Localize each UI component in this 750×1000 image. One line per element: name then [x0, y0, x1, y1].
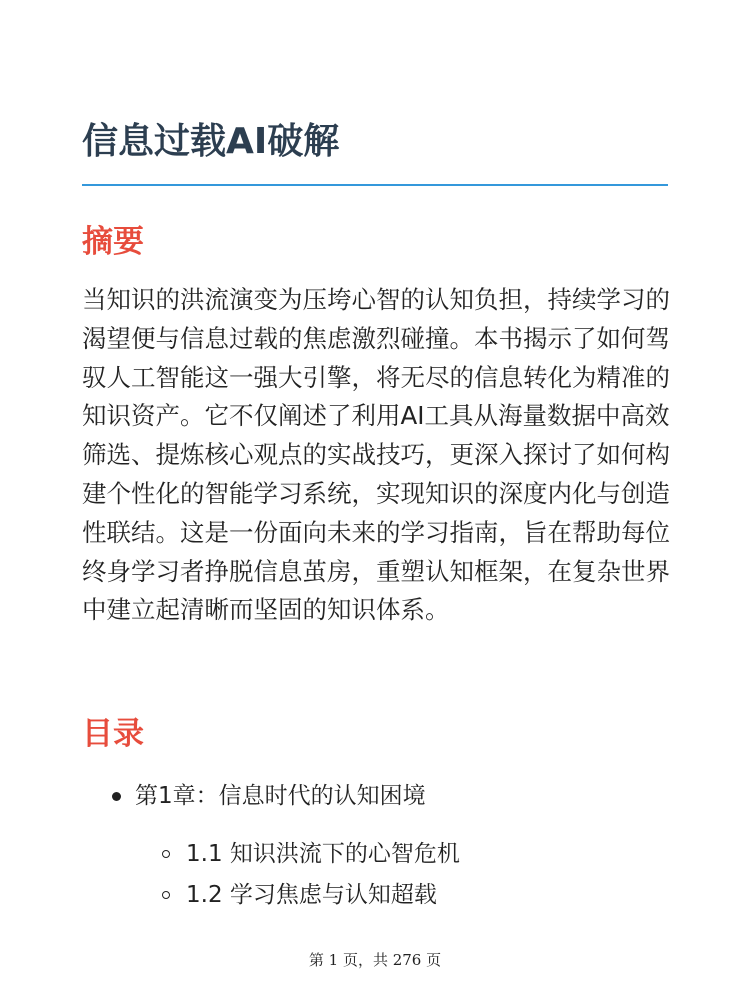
toc-chapter-label: 第1章：信息时代的认知困境: [135, 783, 426, 809]
abstract-paragraph: 当知识的洪流演变为压垮心智的认知负担，持续学习的渴望便与信息过载的焦虑激烈碰撞。本书揭示了如何驾驭人工智能这一强大引擎，将无尽的信息转化为精准的知识资产。它不仅阐述了利用AI工具从海量数据中高效筛选、提炼核心观点的实战技巧，更深入探讨了如何构建个性化的智能学习系统，实现知识的深度内化与创造性联结。这是一份面向未来的学习指南，旨在帮助每位终身学习者挣脱信息茧房，重塑认知框架，在复杂世界中建立起清晰而坚固的知识体系。: [82, 285, 670, 625]
bullet-disc-icon: [112, 792, 121, 801]
bullet-circle-icon: [162, 891, 170, 899]
toc-chapter-1[interactable]: [112, 778, 426, 814]
page-number-footer: 第 1 页，共 276 页: [308, 951, 442, 969]
bullet-circle-icon: [162, 850, 170, 858]
abstract-heading: 摘要: [82, 224, 144, 260]
toc-section-label: 1.1 知识洪流下的心智危机: [186, 841, 460, 867]
toc-heading: 目录: [82, 716, 144, 752]
toc-section-1-1[interactable]: [162, 836, 460, 872]
toc-section-1-2[interactable]: [162, 877, 437, 913]
title-divider: [82, 184, 668, 186]
document-title: 信息过载AI破解: [82, 121, 340, 162]
toc-section-label: 1.2 学习焦虑与认知超载: [186, 882, 437, 908]
